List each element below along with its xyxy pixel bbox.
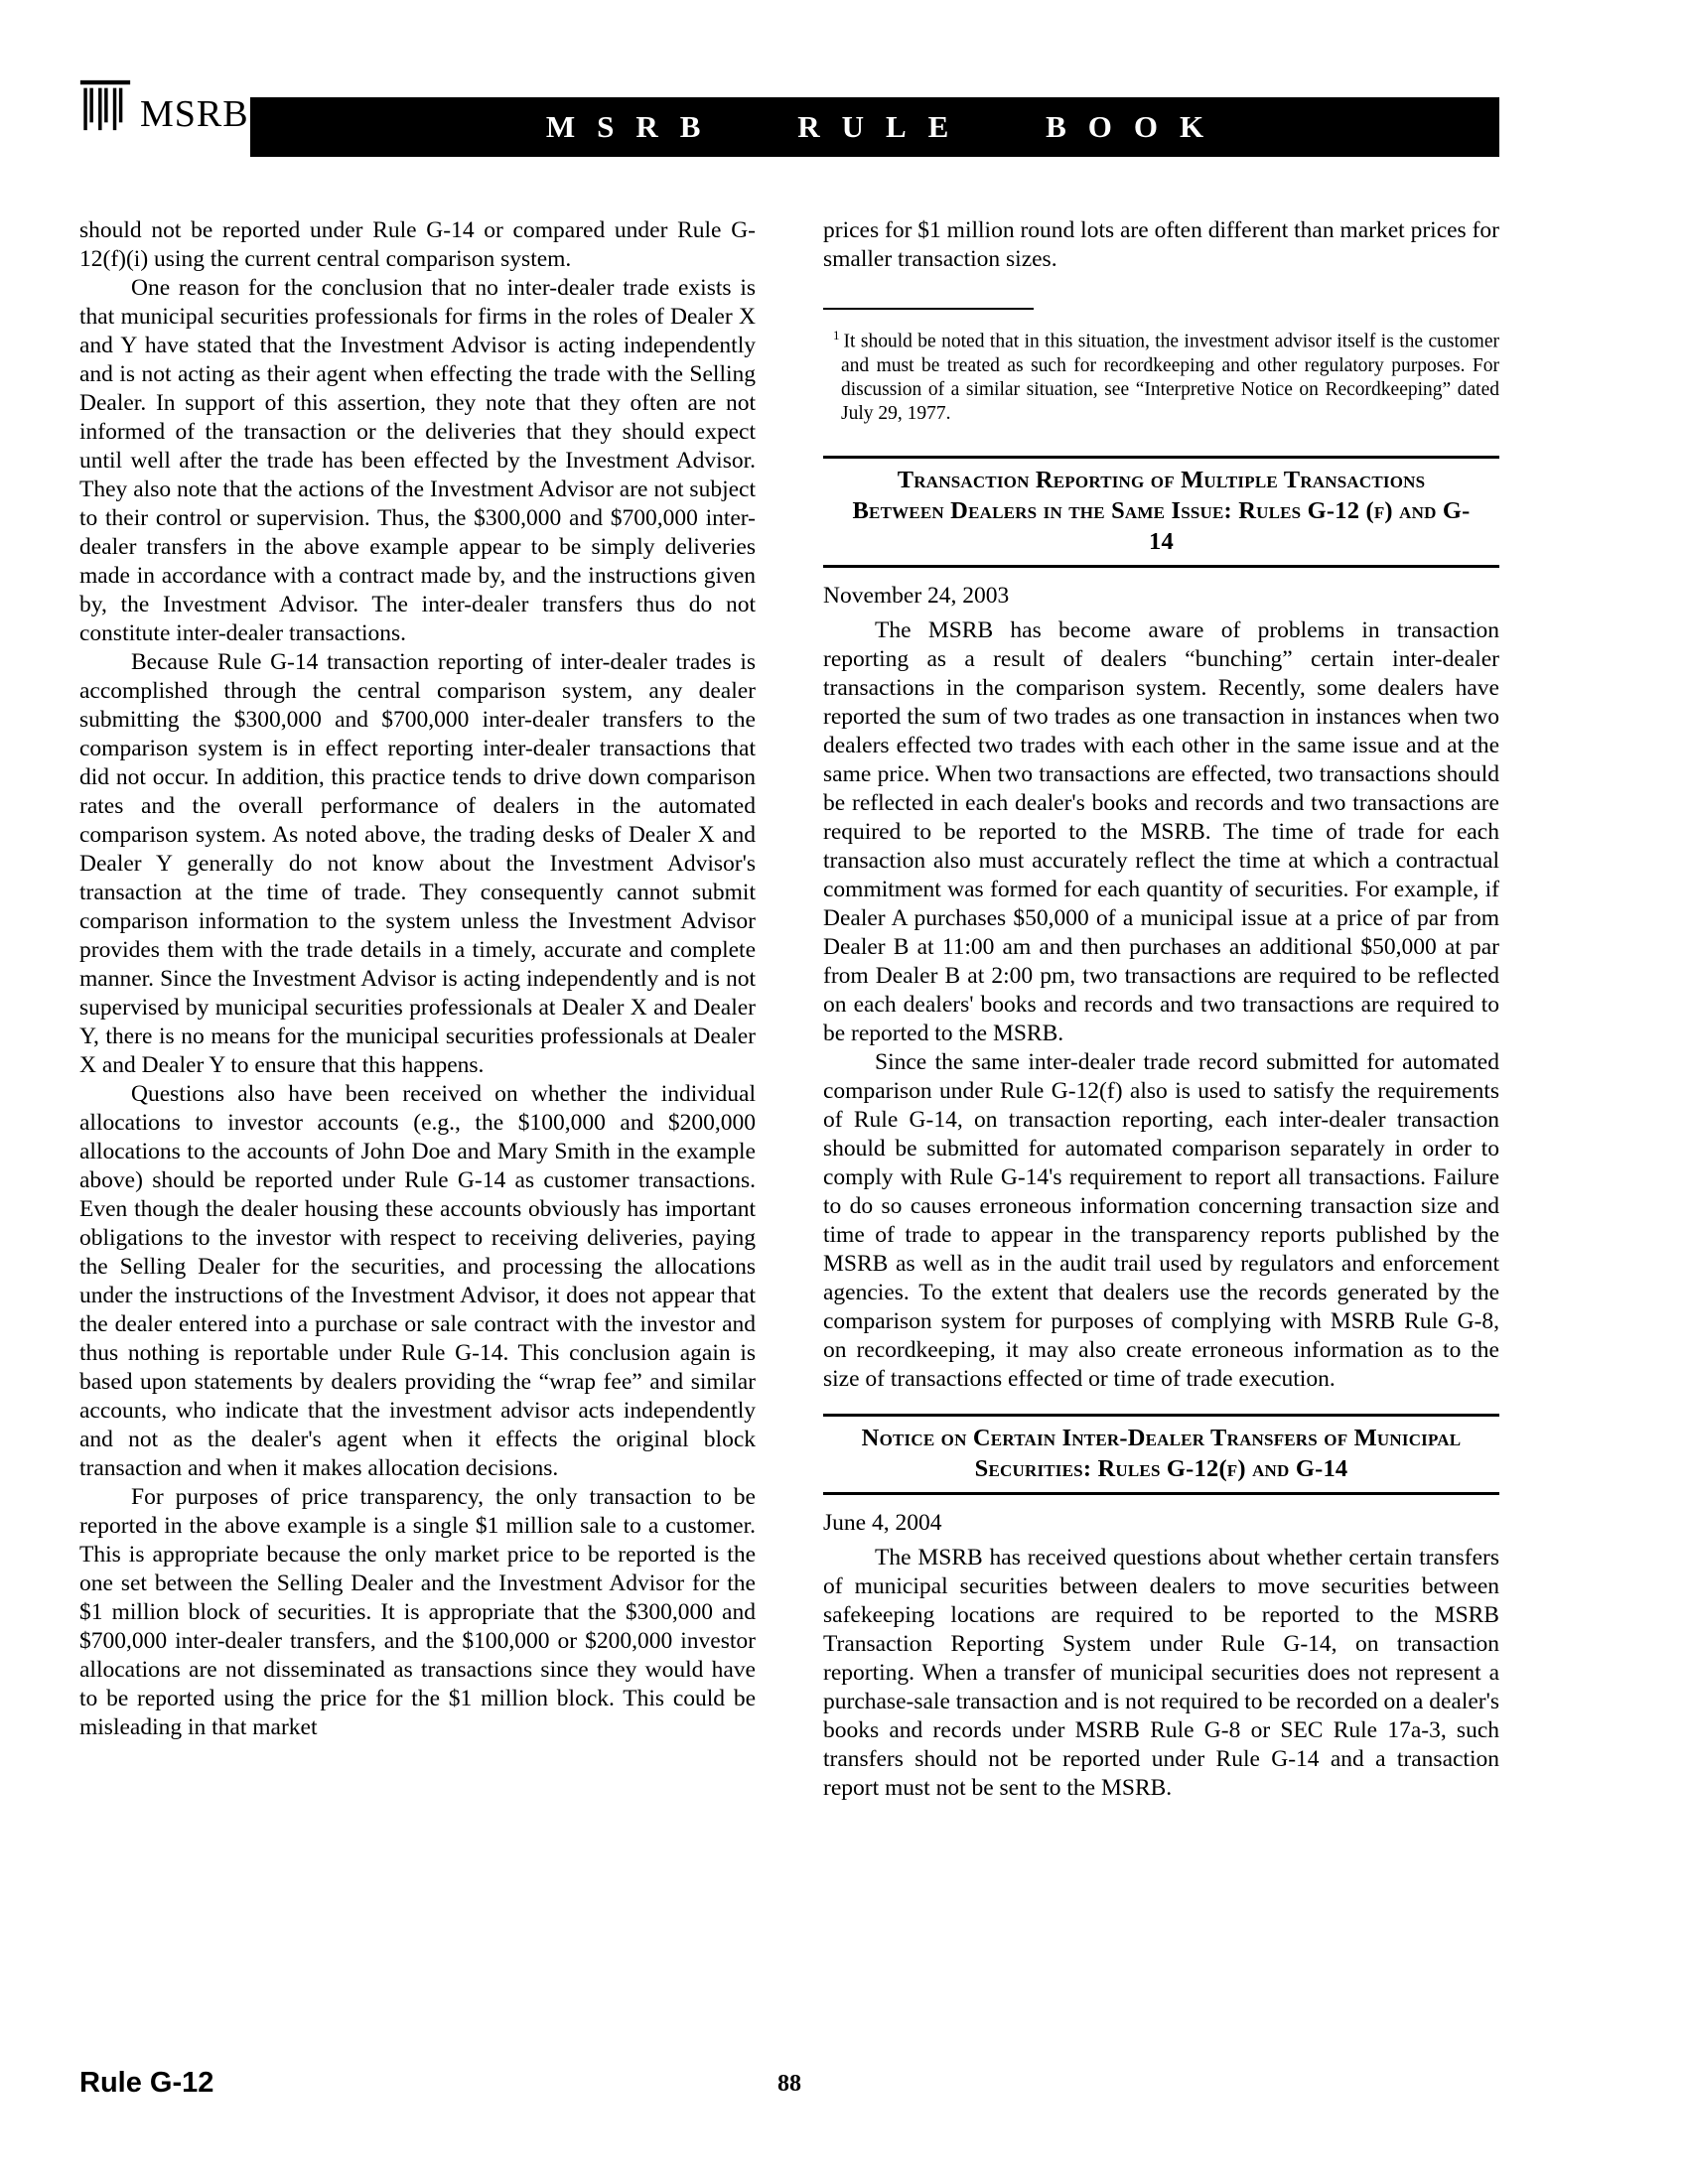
section-date: June 4, 2004	[823, 1509, 942, 1536]
section-date: November 24, 2003	[823, 582, 1010, 609]
footnote-separator	[823, 308, 1034, 310]
rulebook-banner	[250, 97, 1499, 157]
section-title: Transaction Reporting of Multiple Transactions Between Dealers in the Same Issue: Rules G-12 (f) and G-14	[852, 466, 1471, 555]
left-column	[79, 216, 756, 1803]
section-divider	[823, 1492, 1499, 1495]
paragraph: For purposes of price transparency, the only transaction to be reported in the above example is a single $1 million sale to a customer. This is appropriate because the only market price to be reported is the one set between the Selling Dealer and the Investment Advisor for the $1 million block of securities. It is appropriate that the $300,000 and $700,000 inter-dealer transfers, and the $100,000 or $200,000 investor allocations are not disseminated as transactions since they would have to be reported using the price for the $1 million block. This could be misleading in that market	[79, 1484, 756, 1740]
body-columns	[79, 216, 1499, 1803]
page-number: 88	[777, 2071, 801, 2097]
msrb-column-icon	[79, 79, 131, 131]
msrb-logo	[79, 79, 249, 135]
footnote-marker: 1	[833, 328, 840, 342]
paragraph: Because Rule G-14 transaction reporting of inter-dealer trades is accomplished through the central comparison system, any dealer submitting the $300,000 and $700,000 inter-dealer transfers to the comparison system is in effect reporting inter-dealer transactions that did not occur. In addition, this practice tends to drive down comparison rates and the overall performance of dealers in the automated comparison system. As noted above, the trading desks of Dealer X and Dealer Y generally do not know about the Investment Advisor's transaction at the time of trade. They consequently cannot submit comparison information to the system unless the Investment Advisor provides them with the trade details in a timely, accurate and complete manner. Since the Investment Advisor is acting independently and is not supervised by municipal securities professionals at Dealer X and Dealer Y, there is no means for the municipal securities professionals at Dealer X and Dealer Y to ensure that this happens.	[79, 649, 756, 1078]
paragraph: should not be reported under Rule G-14 or compared under Rule G-12(f)(i) using the current central comparison system.	[79, 217, 756, 272]
section-divider	[823, 565, 1499, 568]
paragraph: The MSRB has become aware of problems in transaction reporting as a result of dealers “bunching” certain inter-dealer transactions in the comparison system. Recently, some dealers have reported the sum of two trades as one transaction in instances when two dealers effected two trades with each other in the same issue and at the same price. When two transactions are effected, two transactions should be reflected in each dealer's books and records and two transactions are required to be reported to the MSRB. The time of trade for each transaction also must accurately reflect the time at which a contractual commitment was formed for each quantity of securities. For example, if Dealer A purchases $50,000 of a municipal issue at a price of par from Dealer B at 11:00 am and then purchases an additional $50,000 at par from Dealer B at 2:00 pm, two transactions are required to be reflected on each dealers' books and records and two transactions are required to be reported to the MSRB.	[823, 616, 1499, 1046]
footnote-text: It should be noted that in this situation, the investment advisor itself is the customer and must be treated as such for recordkeeping and other regulatory purposes. For discussion of a similar situation, see “Interpretive Notice on Recordkeeping” dated July 29, 1977.	[841, 331, 1499, 424]
paragraph: Since the same inter-dealer trade record submitted for automated comparison under Rule G-12(f) also is used to satisfy the requirements of Rule G-14, on transaction reporting, each inter-dealer transaction should be submitted for automated comparison separately in order to comply with Rule G-14's requirement to report all transactions. Failure to do so causes erroneous information concerning transaction size and time of trade to appear in the transparency reports published by the MSRB as well as in the audit trail used by regulators and enforcement agencies. To the extent that dealers use the records generated by the comparison system for purposes of complying with MSRB Rule G-8, on recordkeeping, it may also create erroneous information as to the size of transactions effected or time of trade execution.	[823, 1048, 1499, 1392]
paragraph: prices for $1 million round lots are often different than market prices for smaller transaction sizes.	[823, 217, 1499, 272]
rulebook-banner-text: MSRB RULE BOOK	[545, 109, 1226, 144]
paragraph: Questions also have been received on whether the individual allocations to investor accounts (e.g., the $100,000 and $200,000 allocations to the accounts of John Doe and Mary Smith in the example above) should be reported under Rule G-14 as customer transactions. Even though the dealer housing these accounts obviously has important obligations to the investor with respect to receiving deliveries, paying the Selling Dealer for the securities, and processing the allocations under the instructions of the Investment Advisor, it does not appear that the dealer entered into a purchase or sale contract with the investor and thus nothing is reportable under Rule G-14. This conclusion again is based upon statements by dealers providing the “wrap fee” and similar accounts, who indicate that the investment advisor acts independently and not as the dealer's agent when it effects the original block transaction and when it makes allocation decisions.	[79, 1081, 756, 1481]
footnote	[823, 324, 1499, 426]
paragraph: One reason for the conclusion that no inter-dealer trade exists is that municipal securities professionals for firms in the roles of Dealer X and Y have stated that the Investment Advisor is acting independently and is not acting as their agent when effecting the trade with the Selling Dealer. In support of this assertion, they note that they often are not informed of the transaction or the deliveries that they should expect until well after the trade has been effected by the Investment Advisor. They also note that the actions of the Investment Advisor are not subject to their control or supervision. Thus, the $300,000 and $700,000 inter-dealer transfers in the above example appear to be simply deliveries made in accordance with a contract made by, and the instructions given by, the Investment Advisor. The inter-dealer transfers thus do not constitute inter-dealer transactions.	[79, 275, 756, 646]
footer-rule-label: Rule G-12	[79, 2067, 214, 2099]
msrb-logo-text: MSRB	[140, 93, 249, 135]
right-column	[823, 216, 1499, 1803]
paragraph: The MSRB has received questions about whether certain transfers of municipal securities between dealers to move securities between safekeeping locations are required to be reported to the MSRB Transaction Reporting System under Rule G-14, on transaction reporting. When a transfer of municipal securities does not represent a purchase-sale transaction and is not required to be recorded on a dealer's books and records under MSRB Rule G-8 or SEC Rule 17a-3, such transfers should not be reported under Rule G-14 and a transaction report must not be sent to the MSRB.	[823, 1544, 1499, 1801]
section-title: Notice on Certain Inter-Dealer Transfers of Municipal Securities: Rules G-12(f) and G-14	[861, 1424, 1462, 1482]
page-header	[79, 75, 1499, 159]
